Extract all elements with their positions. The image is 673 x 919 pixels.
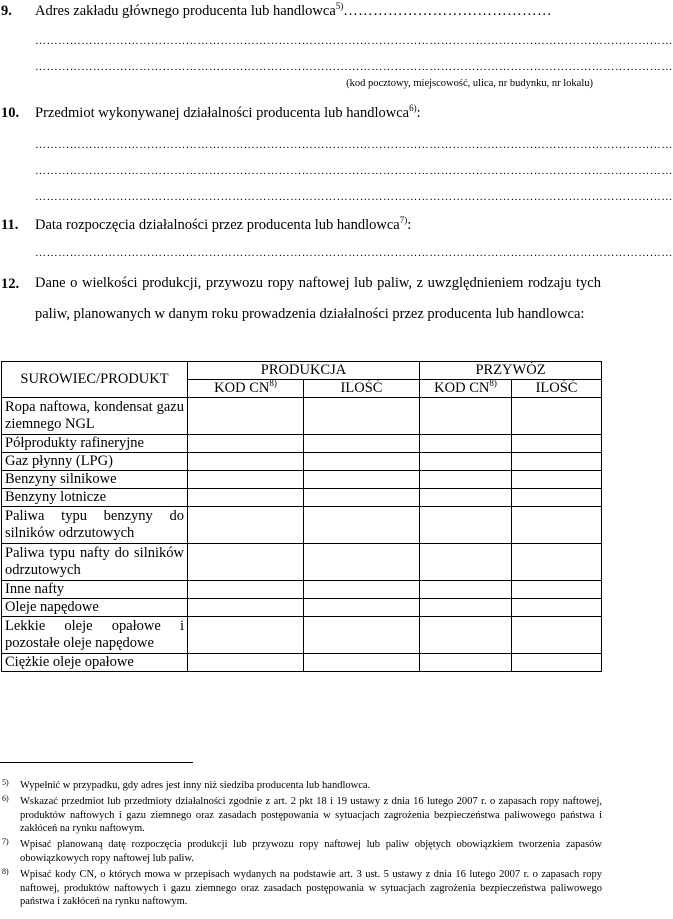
import-quantity-cell[interactable] (512, 507, 602, 544)
footnote-separator (0, 762, 193, 763)
footnote-text: Wypełnić w przypadku, gdy adres jest inny niż siedziba producenta lub handlowca. (20, 780, 371, 791)
row-product-label: Ciężkie oleje opałowe (2, 654, 188, 672)
row-product-label: Półprodukty rafineryjne (2, 435, 188, 453)
import-code-cell[interactable] (420, 507, 512, 544)
item-10-label (35, 104, 421, 122)
production-quantity-cell[interactable] (304, 599, 420, 617)
footnote-ref-8: 8) (269, 378, 277, 388)
production-code-cell[interactable] (188, 599, 304, 617)
item-11-colon: : (407, 217, 412, 233)
address-line-1[interactable]: ………………………………………………………………………………………………………………………………………………… (35, 35, 673, 47)
footnote-number: 7) (2, 837, 9, 846)
header-import: PRZYWÓZ (420, 362, 602, 380)
address-hint-text: (kod pocztowy, miejscowość, ulica, nr budynku, nr lokalu) (346, 78, 593, 89)
import-code-cell[interactable] (420, 544, 512, 581)
address-hint (0, 78, 605, 89)
row-product-label: Ropa naftowa, kondensat gazu ziemnego NGL (2, 398, 188, 435)
import-code-cell[interactable] (420, 471, 512, 489)
row-product-label: Paliwa typu nafty do silników odrzutowych (2, 544, 188, 581)
import-code-cell[interactable] (420, 581, 512, 599)
row-product-label: Inne nafty (2, 581, 188, 599)
footnote-ref-8b: 8) (489, 378, 497, 388)
row-product-label: Lekkie oleje opałowe i pozostałe oleje napędowe (2, 617, 188, 654)
production-quantity-cell[interactable] (304, 544, 420, 581)
table-row (2, 471, 602, 489)
table-row (2, 617, 602, 654)
header-production-code-text: KOD CN (214, 380, 270, 396)
row-product-label: Benzyny lotnicze (2, 489, 188, 507)
item-11-label (35, 216, 411, 234)
production-code-cell[interactable] (188, 544, 304, 581)
table-row (2, 507, 602, 544)
production-code-cell[interactable] (188, 507, 304, 544)
header-product: SUROWIEC/PRODUKT (2, 362, 188, 398)
production-quantity-cell[interactable] (304, 654, 420, 672)
production-quantity-cell[interactable] (304, 471, 420, 489)
item-11-number: 11. (1, 217, 19, 233)
start-date-line[interactable]: ………………………………………………………………………………………………………………………………………………… (35, 247, 673, 259)
table-row (2, 453, 602, 471)
activity-line-2[interactable]: ………………………………………………………………………………………………………………………………………………… (35, 165, 673, 177)
import-code-cell[interactable] (420, 435, 512, 453)
import-quantity-cell[interactable] (512, 489, 602, 507)
footnote-text: Wskazać przedmiot lub przedmioty działalności zgodnie z art. 2 pkt 18 i 19 ustawy z dnia 16 lutego 2007 r. o zapasach ropy naftowej, produktów naftowych i gazu ziemnego oraz zasadach postępowania w sytuacjach zagrożenia bezpieczeństwa paliwowego państwa i zakłóceń na rynku naftowym. (20, 796, 602, 834)
table-body (2, 398, 602, 672)
production-code-cell[interactable] (188, 453, 304, 471)
import-code-cell[interactable] (420, 654, 512, 672)
item-10-text: Przedmiot wykonywanej działalności producenta lub handlowca (35, 105, 410, 121)
production-quantity-cell[interactable] (304, 435, 420, 453)
footnote-number: 8) (2, 867, 9, 876)
production-quantity-cell[interactable] (304, 489, 420, 507)
table-row (2, 398, 602, 435)
production-code-cell[interactable] (188, 489, 304, 507)
item-12-text: Dane o wielkości produkcji, przywozu ropy naftowej lub paliw, z uwzględnieniem rodzaju tych paliw, planowanych w danym roku prowadzenia działalności przez producenta lub handlowca: (35, 275, 601, 322)
footnote-text: Wpisać planowaną datę rozpoczęcia produkcji lub przywozu ropy naftowej lub paliw objętych obowiązkiem tworzenia zapasów obowiązkowych ropy naftowej lub paliw. (20, 839, 602, 864)
row-product-label: Paliwa typu benzyny do silników odrzutowych (2, 507, 188, 544)
production-code-cell[interactable] (188, 581, 304, 599)
item-12-number: 12. (1, 276, 20, 292)
import-quantity-cell[interactable] (512, 581, 602, 599)
item-10-number: 10. (1, 105, 20, 121)
production-quantity-cell[interactable] (304, 507, 420, 544)
row-product-label: Benzyny silnikowe (2, 471, 188, 489)
header-production-quantity: ILOŚĆ (304, 380, 420, 398)
header-import-code-text: KOD CN (434, 380, 490, 396)
production-code-cell[interactable] (188, 435, 304, 453)
item-9-text: Adres zakładu głównego producenta lub handlowca (35, 3, 336, 19)
import-code-cell[interactable] (420, 453, 512, 471)
import-quantity-cell[interactable] (512, 398, 602, 435)
table-row (2, 599, 602, 617)
footnote-ref-6: 6) (409, 103, 417, 113)
production-code-cell[interactable] (188, 398, 304, 435)
import-quantity-cell[interactable] (512, 471, 602, 489)
footnote-ref-5: 5) (335, 1, 344, 11)
production-code-cell[interactable] (188, 617, 304, 654)
activity-line-1[interactable]: ………………………………………………………………………………………………………………………………………………… (35, 139, 673, 151)
import-code-cell[interactable] (420, 617, 512, 654)
header-production-code (188, 380, 304, 398)
import-quantity-cell[interactable] (512, 453, 602, 471)
item-9-inline-dots: …………………………………… (343, 3, 552, 19)
import-quantity-cell[interactable] (512, 435, 602, 453)
item-9-number: 9. (1, 3, 12, 19)
item-11-text: Data rozpoczęcia działalności przez producenta lub handlowca (35, 217, 400, 233)
import-quantity-cell[interactable] (512, 544, 602, 581)
item-9-label (35, 2, 552, 20)
address-line-2[interactable]: ………………………………………………………………………………………………………………………………………………… (35, 61, 673, 73)
table-row (2, 435, 602, 453)
import-quantity-cell[interactable] (512, 654, 602, 672)
production-quantity-cell[interactable] (304, 581, 420, 599)
footnote-number: 5) (2, 778, 9, 787)
header-import-code (420, 380, 512, 398)
import-code-cell[interactable] (420, 398, 512, 435)
table-row (2, 654, 602, 672)
import-quantity-cell[interactable] (512, 617, 602, 654)
table-row (2, 544, 602, 581)
header-import-quantity: ILOŚĆ (512, 380, 602, 398)
footnote-text: Wpisać kody CN, o których mowa w przepisach wydanych na podstawie art. 3 ust. 5 ustawy z dnia 16 lutego 2007 r. o zapasach ropy naftowej, produktów naftowych i gazu ziemnego oraz zasadach postępowania w sytuacjach zagrożenia bezpieczeństwa paliwowego państwa i zakłóceń na rynku naftowym. (20, 869, 602, 907)
footnote-ref-7: 7) (399, 215, 408, 225)
production-quantity-cell[interactable] (304, 453, 420, 471)
import-code-cell[interactable] (420, 599, 512, 617)
production-quantity-cell[interactable] (304, 398, 420, 435)
activity-line-3[interactable]: ………………………………………………………………………………………………………………………………………………… (35, 191, 673, 203)
item-10-colon: : (416, 105, 421, 121)
import-code-cell[interactable] (420, 489, 512, 507)
table-row (2, 581, 602, 599)
footnote-number: 6) (2, 794, 9, 803)
production-import-table (1, 361, 602, 672)
row-product-label: Gaz płynny (LPG) (2, 453, 188, 471)
production-code-cell[interactable] (188, 654, 304, 672)
production-quantity-cell[interactable] (304, 617, 420, 654)
table-row (2, 489, 602, 507)
production-code-cell[interactable] (188, 471, 304, 489)
import-quantity-cell[interactable] (512, 599, 602, 617)
header-production: PRODUKCJA (188, 362, 420, 380)
row-product-label: Oleje napędowe (2, 599, 188, 617)
